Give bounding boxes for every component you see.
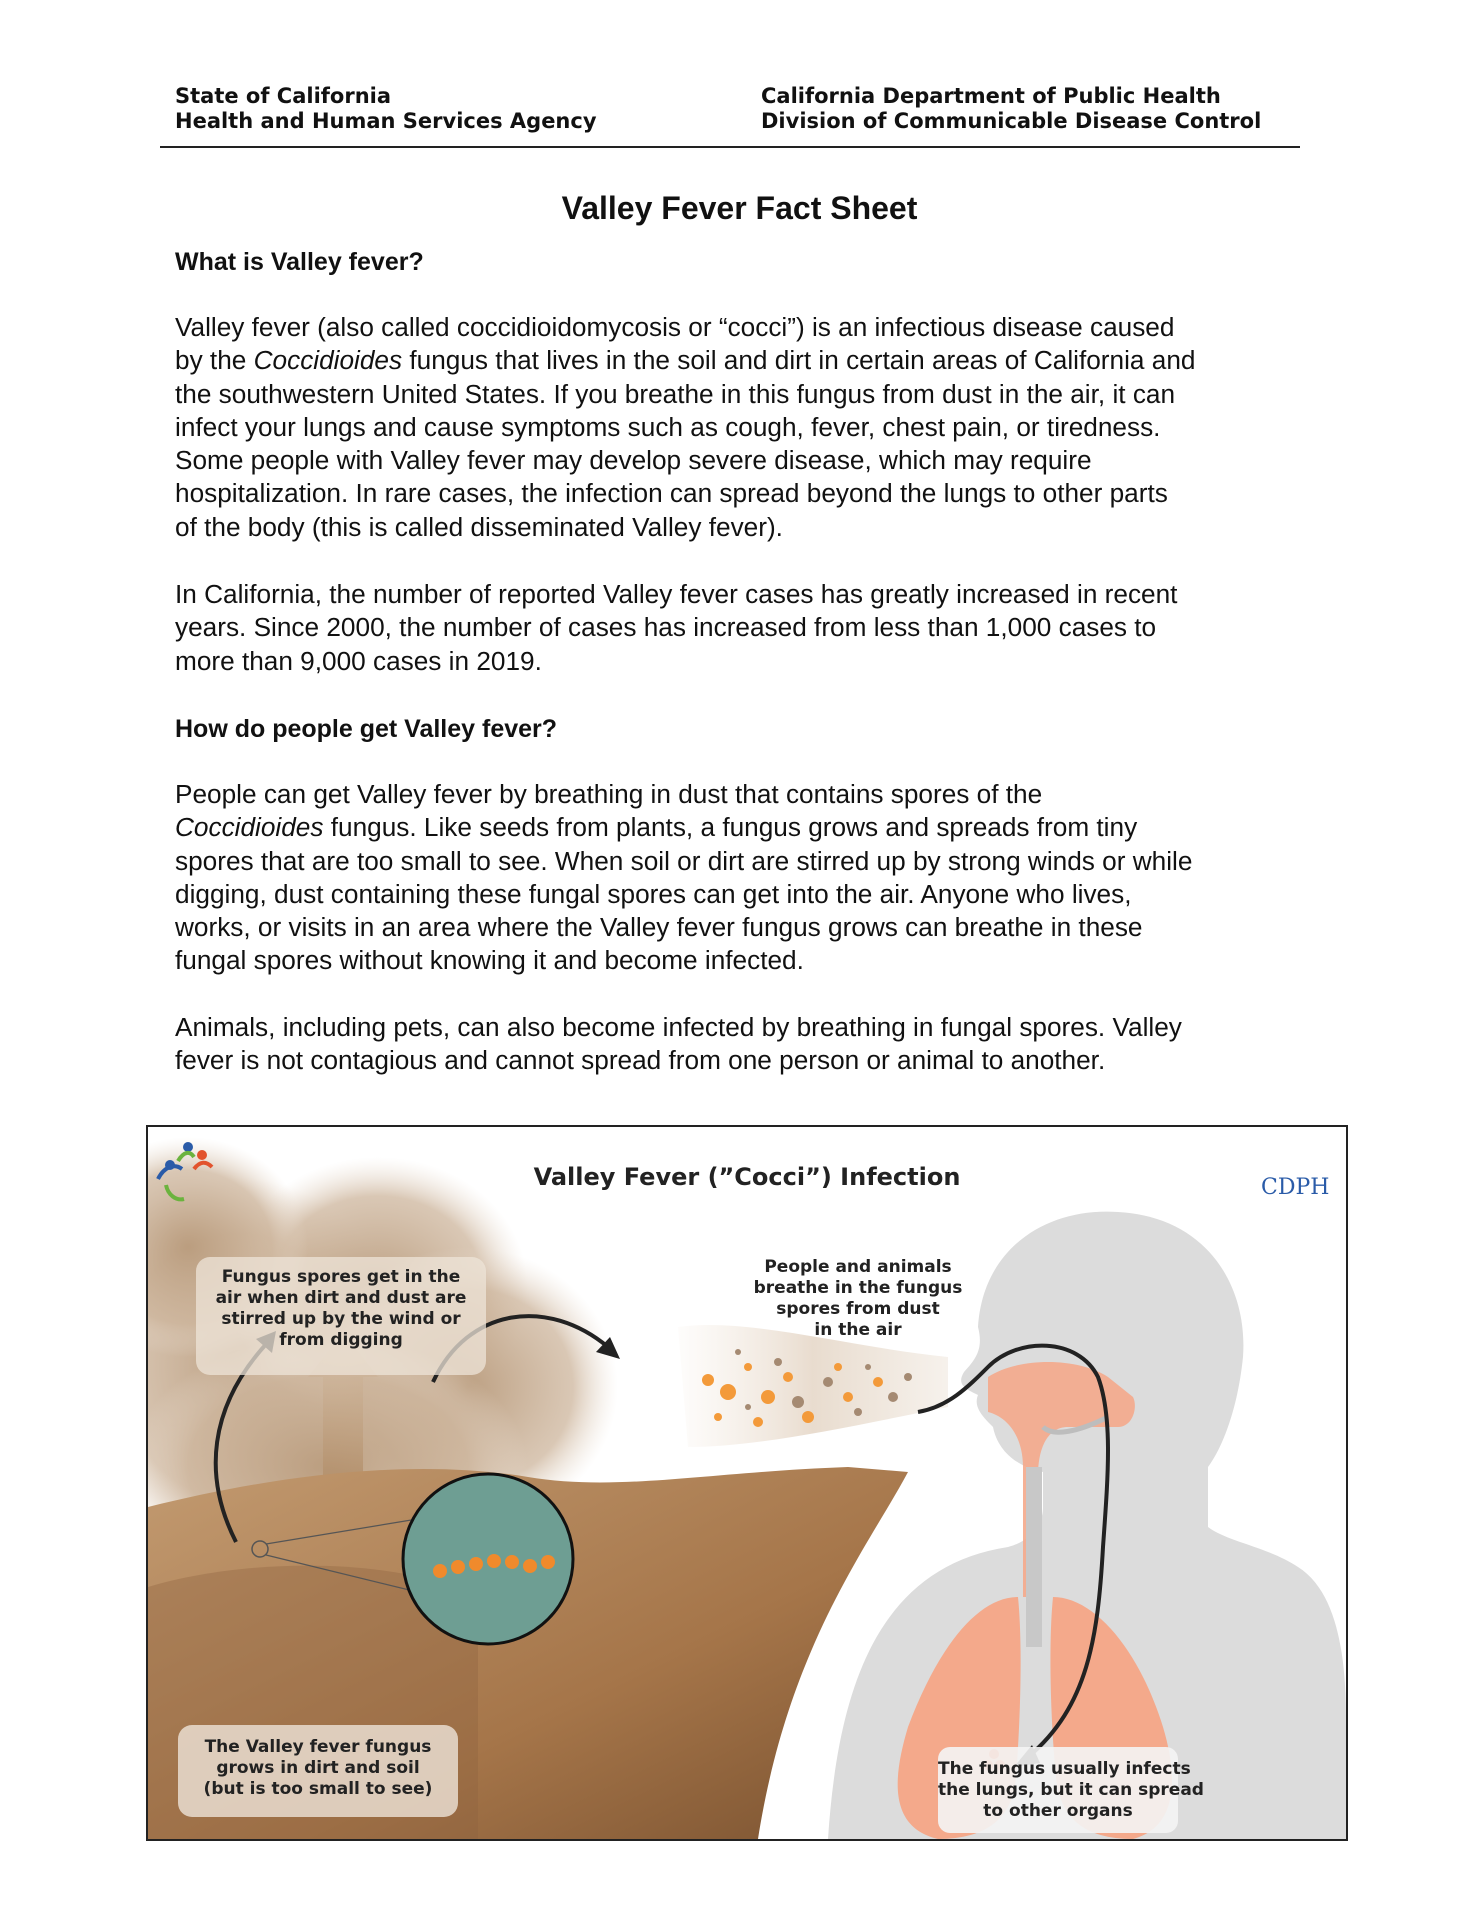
label-lungs-infection: The fungus usually infects the lungs, but it can spread to other organs xyxy=(938,1759,1204,1821)
department-header xyxy=(761,84,1261,134)
label-soil-fungus: The Valley fever fungus grows in dirt and soil (but is too small to see) xyxy=(203,1737,433,1799)
page-title: Valley Fever Fact Sheet xyxy=(561,190,918,226)
section-heading-what-is: What is Valley fever? xyxy=(175,248,424,276)
paragraph-definition: Valley fever (also called coccidioidomycosis or “cocci”) is an infectious disease caused by the Coccidioides fungus that lives in the soil and dirt in certain areas of California and the southwestern United States. If you breathe in this fungus from dust in the air, it can infect your lungs and cause symptoms such as cough, fever, chest pain, or tiredness. Some people with Valley fever may develop severe disease, which may require hospitalization. In rare cases, the infection can spread beyond the lungs to other parts of the body (this is called disseminated Valley fever). xyxy=(175,312,1196,542)
department-label: California Department of Public Health xyxy=(761,84,1221,108)
agency-label: Health and Human Services Agency xyxy=(175,109,597,133)
cdph-logo xyxy=(148,1127,248,1217)
agency-header xyxy=(175,84,597,134)
section-heading-how-get: How do people get Valley fever? xyxy=(175,715,558,743)
label-dust-spores: Fungus spores get in the air when dirt and dust are stirred up by the wind or from digging xyxy=(215,1267,467,1350)
genus-name: Coccidioides xyxy=(253,345,403,376)
infographic-title: Valley Fever (”Cocci”) Infection xyxy=(533,1163,961,1191)
paragraph-transmission: People can get Valley fever by breathing in dust that contains spores of the Coccidioides fungus. Like seeds from plants, a fungus grows and spreads from tiny spores that are too small to see. When soil or dirt are stirred up by strong winds or while digging, dust containing these fungal spores can get into the air. Anyone who lives, works, or visits in an area where the Valley fever fungus grows can breathe in these fungal spores without knowing it and become infected. xyxy=(175,779,1193,976)
state-label: State of California xyxy=(175,84,392,108)
label-breathe-in: People and animals breathe in the fungus spores from dust in the air xyxy=(753,1257,963,1340)
spore-stream xyxy=(678,1325,948,1447)
paragraph-case-counts: In California, the number of reported Valley fever cases has greatly increased in recent years. Since 2000, the number of cases has increased from less than 1,000 cases to more than 9,000 cases in 2019. xyxy=(175,579,1178,676)
genus-name: Coccidioides xyxy=(175,812,324,843)
header-divider xyxy=(160,146,1300,148)
infection-infographic xyxy=(146,1125,1348,1841)
cdph-logo-text: CDPH xyxy=(1261,1175,1330,1200)
division-label: Division of Communicable Disease Control xyxy=(761,109,1262,133)
infographic-artwork xyxy=(148,1127,1346,1839)
paragraph-animals: Animals, including pets, can also become infected by breathing in fungal spores. Valley fever is not contagious and cannot spread from one person or animal to another. xyxy=(175,1012,1182,1076)
